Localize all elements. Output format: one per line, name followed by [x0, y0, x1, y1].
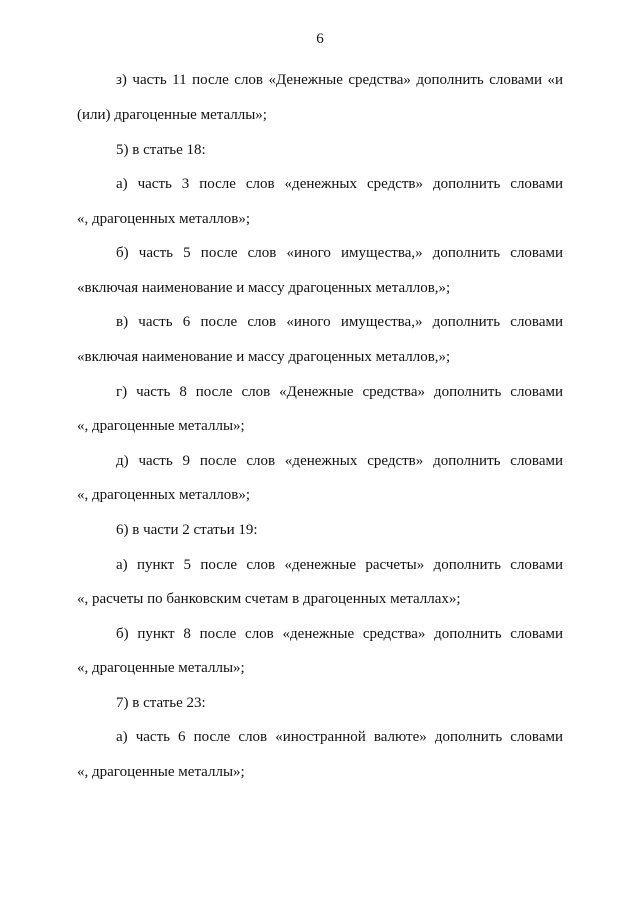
paragraph-5g-line2: «, драгоценные металлы»;	[77, 418, 245, 434]
paragraph-5b-line1: б) часть 5 после слов «иного имущества,» дополнить словами	[116, 245, 563, 261]
paragraph-6b-line2: «, драгоценные металлы»;	[77, 660, 245, 676]
paragraph-z-line2: (или) драгоценные металлы»;	[77, 107, 267, 123]
paragraph-5b-line2: «включая наименование и массу драгоценных металлов,»;	[77, 280, 451, 296]
paragraph-5a-line2: «, драгоценных металлов»;	[77, 211, 251, 227]
paragraph-5d-line1: д) часть 9 после слов «денежных средств» дополнить словами	[116, 453, 563, 469]
paragraph-5g-line1: г) часть 8 после слов «Денежные средства» дополнить словами	[116, 384, 563, 400]
paragraph-7a-line1: а) часть 6 после слов «иностранной валюте» дополнить словами	[116, 729, 563, 745]
paragraph-z-line1: з) часть 11 после слов «Денежные средства» дополнить словами «и	[116, 72, 563, 88]
paragraph-5v-line2: «включая наименование и массу драгоценных металлов,»;	[77, 349, 451, 365]
page-number: 6	[316, 31, 324, 47]
paragraph-7a-line2: «, драгоценные металлы»;	[77, 764, 245, 780]
paragraph-5v-line1: в) часть 6 после слов «иного имущества,» дополнить словами	[116, 314, 563, 330]
paragraph-item-7: 7) в статье 23:	[116, 695, 206, 711]
paragraph-5d-line2: «, драгоценных металлов»;	[77, 487, 251, 503]
paragraph-6b-line1: б) пункт 8 после слов «денежные средства» дополнить словами	[116, 626, 563, 642]
paragraph-5a-line1: а) часть 3 после слов «денежных средств» дополнить словами	[116, 176, 563, 192]
paragraph-item-6: 6) в части 2 статьи 19:	[116, 522, 258, 538]
paragraph-item-5: 5) в статье 18:	[116, 142, 206, 158]
paragraph-6a-line1: а) пункт 5 после слов «денежные расчеты» дополнить словами	[116, 557, 563, 573]
paragraph-6a-line2: «, расчеты по банковским счетам в драгоценных металлах»;	[77, 591, 461, 607]
